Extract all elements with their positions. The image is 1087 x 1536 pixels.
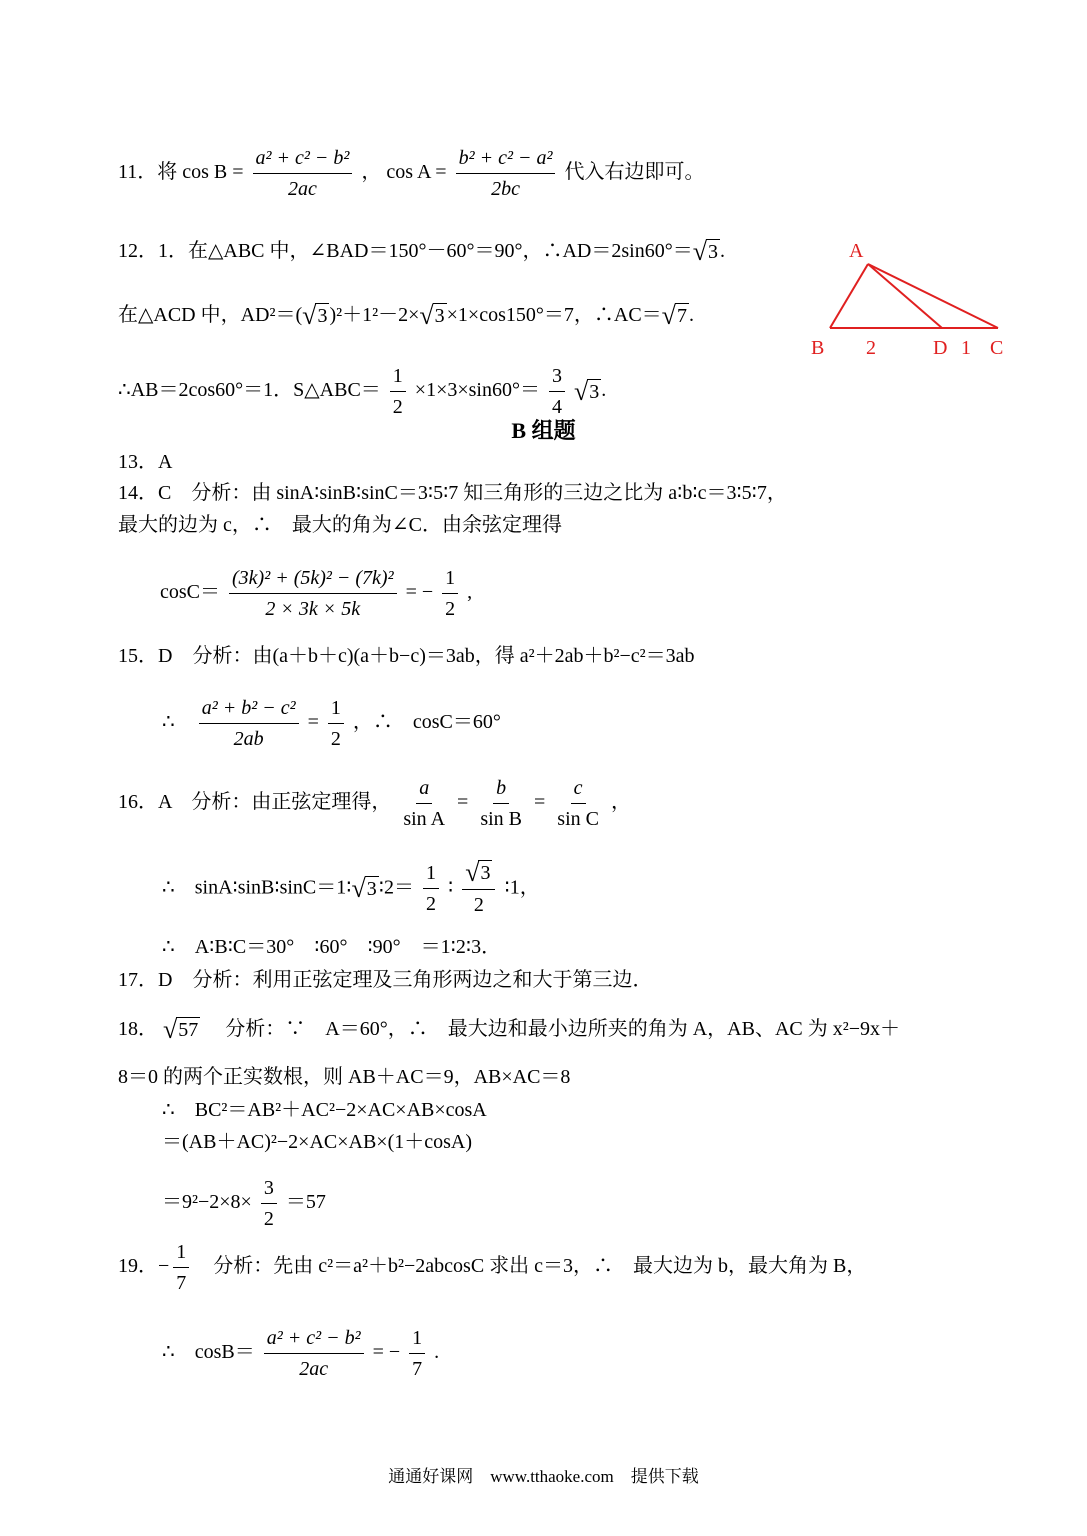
q15-formula: ∴ $\frac{\text{a² + b² − c²}}{2ab}$ = $\frac{1}{2}$ ，∴ cosC＝60° bbox=[162, 697, 501, 750]
q11-line: 11．将 cos B = $\frac{\text{a² + c² − b²}}{2ac}$ ， cos A = $\frac{\text{b² + c² − a²}}{2bc}$ 代入右边即可。 bbox=[118, 147, 705, 200]
q11-cosA: cos A = bbox=[386, 161, 447, 184]
q11-cosB: cos B = bbox=[182, 161, 244, 184]
sqrt-3: √ 3 bbox=[692, 237, 718, 267]
label-D: D bbox=[933, 337, 948, 359]
q12-line3: ∴AB＝2cos60°＝1．S△ABC＝ $\frac{1}{2}$ ×1×3×sin60°＝ $\frac{3}{4}$ √ 3 . bbox=[118, 365, 607, 418]
q17-line: 17．D 分析：利用正弦定理及三角形两边之和大于第三边． bbox=[118, 969, 653, 991]
q18-line2: 8＝0 的两个正实数根，则 AB＋AC＝9，AB×AC＝8 bbox=[118, 1066, 571, 1088]
label-C: C bbox=[990, 337, 1004, 359]
q12-line2: 在△ACD 中，AD²＝( √ 3 )²＋1²－2× √ 3 ×1×cos150°＝7，∴AC＝ √ 7 . bbox=[118, 301, 694, 331]
label-B: B bbox=[811, 337, 825, 359]
q19-formula: ∴ cosB＝ $\frac{\text{a² + c² − b²}}{2ac}$ = − $\frac{1}{7}$ . bbox=[162, 1327, 440, 1380]
q15-line1: 15．D 分析：由(a＋b＋c)(a＋b−c)＝3ab，得 a²＋2ab＋b²−c²＝3ab bbox=[118, 645, 695, 667]
q18-line4: ＝(AB＋AC)²−2×AC×AB×(1＋cosA) bbox=[162, 1131, 472, 1153]
q16-line1: 16．A 分析：由正弦定理得， $\frac{a}{\text{sin A}}$ = $\frac{b}{\text{sin B}}$ = $\frac{c}{\text{sin C}}$ ， bbox=[118, 777, 631, 830]
q11-fraction-cosA: $\frac{\text{b² + c² − a²}}{2bc}$ bbox=[456, 146, 556, 201]
q16-line2: ∴ sinA∶sinB∶sinC＝1∶ √ 3 ∶2＝ $\frac{1}{2}$ ∶ √ 3 2 ∶1， bbox=[162, 858, 540, 917]
q18-line1: 18． √ 57 分析：∵ A＝60°，∴ 最大边和最小边所夹的角为 A，AB、AC 为 x²−9x＋ bbox=[118, 1015, 901, 1045]
q18-line3: ∴ BC²＝AB²＋AC²−2×AC×AB×cosA bbox=[162, 1099, 487, 1121]
footer-credit: 通通好课网 www.tthaoke.com 提供下载 bbox=[388, 1467, 699, 1486]
triangle-figure bbox=[800, 232, 1030, 372]
q14-line2: 最大的边为 c，∴ 最大的角为∠C．由余弦定理得 bbox=[118, 514, 562, 536]
label-A: A bbox=[849, 240, 864, 262]
q14-formula: cosC＝ $\frac{\text{(3k)² + (5k)² − (7k)²}}{2 \times 3k \times 5k}$ = − $\frac{1}{2}$ , bbox=[160, 567, 473, 620]
q12-line1: 12．1．在△ABC 中，∠BAD＝150°－60°＝90°，∴AD＝2sin60°＝ √ 3 . bbox=[118, 237, 725, 267]
q18-line5: ＝9²−2×8× $\frac{3}{2}$ ＝57 bbox=[162, 1177, 326, 1230]
label-DC-length: 1 bbox=[961, 337, 971, 359]
side-AC bbox=[868, 264, 998, 328]
q14-line1: 14．C 分析：由 sinA∶sinB∶sinC＝3∶5∶7 知三角形的三边之比为 a∶b∶c＝3∶5∶7， bbox=[118, 482, 787, 504]
q19-line1: 19．− $\frac{1}{7}$ 分析：先由 c²＝a²＋b²−2abcosC 求出 c＝3，∴ 最大边为 b，最大角为 B， bbox=[118, 1241, 867, 1294]
section-title: B 组题 bbox=[511, 418, 576, 443]
q11-fraction-cosB: $\frac{\text{a² + c² − b²}}{2ac}$ bbox=[253, 146, 353, 201]
q11-label: 11．将 bbox=[118, 161, 178, 184]
q16-line3: ∴ A∶B∶C＝30° ∶60° ∶90° ＝1∶2∶3． bbox=[162, 936, 502, 958]
side-AB bbox=[830, 264, 868, 328]
label-BD-length: 2 bbox=[866, 337, 876, 359]
q13-line: 13．A bbox=[118, 451, 173, 473]
